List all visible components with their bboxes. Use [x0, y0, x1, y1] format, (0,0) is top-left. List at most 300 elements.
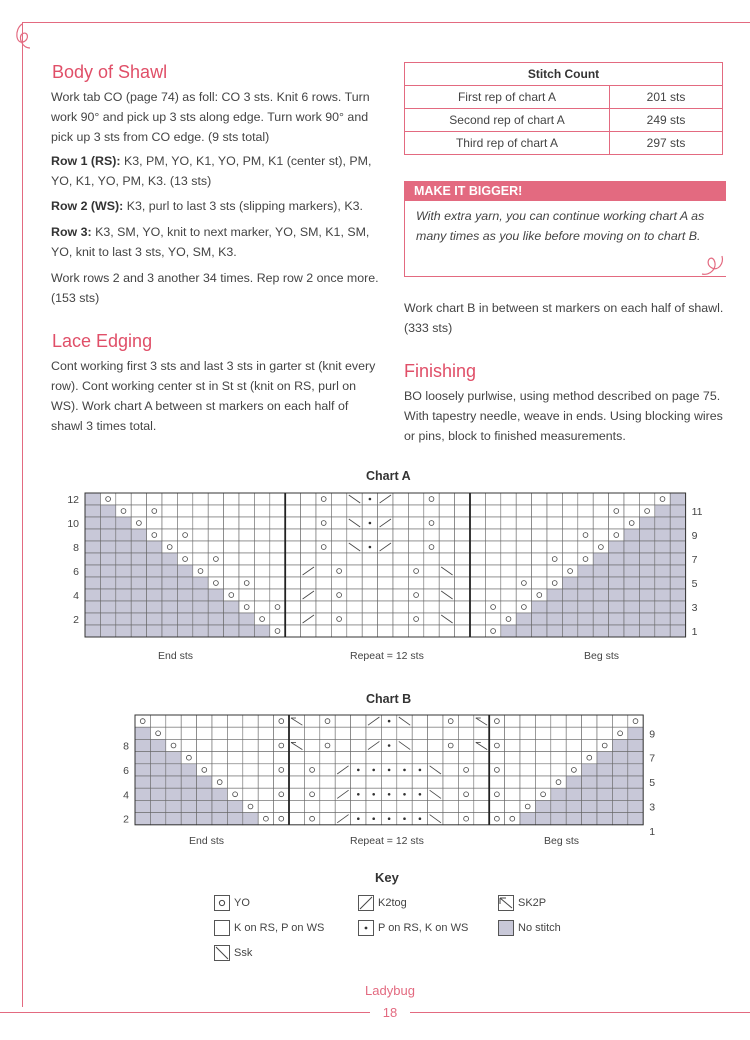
chart-cell: [239, 493, 254, 505]
chart-cell: [547, 625, 562, 637]
chart-cell: [177, 613, 192, 625]
chart-row-number: 7: [691, 554, 698, 566]
chart-cell: [254, 541, 269, 553]
purl-symbol: [357, 769, 360, 772]
chart-cell: [85, 613, 100, 625]
chart-cell: [85, 553, 100, 565]
chart-cell: [378, 601, 393, 613]
chart-cell: [116, 565, 131, 577]
purl-symbol: [369, 498, 372, 501]
chart-cell: [516, 613, 531, 625]
chart-cell: [224, 601, 239, 613]
chart-cell: [285, 625, 300, 637]
chart-cell: [408, 589, 423, 601]
chart-cell: [609, 565, 624, 577]
chart-cell: [408, 613, 423, 625]
chart-cell: [505, 715, 520, 727]
chart-cell: [162, 529, 177, 541]
chart-cell: [393, 529, 408, 541]
chart-cell: [85, 577, 100, 589]
chart-cell: [378, 505, 393, 517]
chart-cell: [612, 752, 627, 764]
curl-ornament-icon: [700, 254, 730, 280]
row-1-text: K3, PM, YO, K1, YO, PM, K1 (center st), PM, YO, K1, YO, PM, K3. (13 sts): [51, 154, 372, 188]
chart-cell: [208, 505, 223, 517]
table-row: [405, 109, 723, 132]
chart-cell: [593, 589, 608, 601]
chart-cell: [670, 493, 685, 505]
chart-cell: [501, 589, 516, 601]
chart-cell: [655, 493, 670, 505]
chart-cell: [177, 505, 192, 517]
chart-cell: [304, 739, 319, 751]
chart-cell: [489, 752, 504, 764]
chart-cell: [443, 764, 458, 776]
chart-cell: [562, 529, 577, 541]
chart-cell: [393, 517, 408, 529]
chart-cell: [428, 715, 443, 727]
chart-cell: [304, 752, 319, 764]
chart-cell: [212, 776, 227, 788]
chart-cell: [439, 541, 454, 553]
chart-cell: [551, 813, 566, 825]
chart-cell: [597, 764, 612, 776]
chart-cell: [212, 739, 227, 751]
chart-cell: [285, 505, 300, 517]
chart-cell: [289, 800, 304, 812]
chart-cell: [239, 613, 254, 625]
chart-cell: [116, 517, 131, 529]
chart-cell: [258, 715, 273, 727]
stitch-count-title: Stitch Count: [405, 63, 723, 86]
chart-cell: [655, 589, 670, 601]
chart-cell: [624, 493, 639, 505]
chart-cell: [582, 727, 597, 739]
chart-cell: [516, 565, 531, 577]
chart-cell: [532, 565, 547, 577]
nostitch-symbol-icon: [498, 920, 514, 936]
chart-cell: [100, 589, 115, 601]
chart-cell: [285, 493, 300, 505]
chart-cell: [532, 589, 547, 601]
chart-cell: [612, 776, 627, 788]
chart-cell: [612, 764, 627, 776]
chart-row-number: 6: [73, 566, 79, 578]
chart-cell: [258, 788, 273, 800]
chart-cell: [162, 613, 177, 625]
body-of-shawl-title: Body of Shawl: [52, 62, 168, 82]
chart-cell: [193, 517, 208, 529]
chart-cell: [116, 625, 131, 637]
chart-cell: [455, 529, 470, 541]
chart-cell: [166, 813, 181, 825]
chart-cell: [578, 613, 593, 625]
chart-cell: [85, 565, 100, 577]
chart-cell: [366, 776, 381, 788]
chart-cell: [239, 529, 254, 541]
chart-cell: [639, 553, 654, 565]
chart-cell: [116, 589, 131, 601]
chart-cell: [258, 752, 273, 764]
chart-cell: [243, 715, 258, 727]
chart-cell: [428, 727, 443, 739]
chart-cell: [181, 752, 196, 764]
chart-cell: [335, 715, 350, 727]
chart-cell: [254, 577, 269, 589]
chart-row-number: 9: [649, 728, 656, 741]
chart-cell: [147, 565, 162, 577]
chart-cell: [227, 788, 242, 800]
chart-cell: [609, 613, 624, 625]
chart-cell: [520, 727, 535, 739]
chart-cell: [655, 625, 670, 637]
chart-b-beg-label: Beg sts: [544, 835, 580, 847]
chart-cell: [258, 800, 273, 812]
chart-cell: [347, 565, 362, 577]
chart-cell: [166, 776, 181, 788]
chart-cell: [147, 613, 162, 625]
chart-cell: [212, 752, 227, 764]
chart-cell: [274, 788, 289, 800]
chart-cell: [100, 493, 115, 505]
chart-cell: [516, 625, 531, 637]
chart-cell: [428, 776, 443, 788]
chart-cell: [378, 577, 393, 589]
chart-cell: [150, 739, 165, 751]
key-label: YO: [234, 897, 250, 909]
chart-cell: [624, 529, 639, 541]
chart-cell: [670, 505, 685, 517]
chart-cell: [285, 601, 300, 613]
chart-cell: [212, 715, 227, 727]
chart-cell: [208, 589, 223, 601]
chart-cell: [116, 529, 131, 541]
chart-cell: [224, 517, 239, 529]
chart-cell: [443, 727, 458, 739]
chart-cell: [227, 776, 242, 788]
chart-cell: [582, 715, 597, 727]
chart-row-number: 2: [123, 813, 129, 826]
chart-cell: [439, 625, 454, 637]
chart-cell: [593, 529, 608, 541]
chart-cell: [393, 577, 408, 589]
chart-cell: [378, 565, 393, 577]
chart-cell: [455, 505, 470, 517]
chart-cell: [100, 505, 115, 517]
chart-cell: [335, 800, 350, 812]
chart-cell: [362, 577, 377, 589]
chart-cell: [239, 541, 254, 553]
chart-cell: [628, 788, 643, 800]
chart-cell: [304, 776, 319, 788]
chart-cell: [254, 505, 269, 517]
purl-symbol: [357, 793, 360, 796]
stitch-count-value: 201 sts: [610, 86, 723, 109]
chart-cell: [150, 727, 165, 739]
chart-cell: [351, 715, 366, 727]
chart-cell: [470, 601, 485, 613]
chart-cell: [100, 601, 115, 613]
chart-cell: [208, 601, 223, 613]
chart-cell: [455, 553, 470, 565]
chart-cell: [301, 517, 316, 529]
chart-cell: [147, 577, 162, 589]
chart-cell: [566, 764, 581, 776]
chart-cell: [670, 553, 685, 565]
chart-cell: [639, 529, 654, 541]
chart-cell: [224, 565, 239, 577]
chart-cell: [535, 776, 550, 788]
chart-cell: [316, 493, 331, 505]
chart-cell: [131, 553, 146, 565]
chart-cell: [609, 529, 624, 541]
chart-cell: [378, 553, 393, 565]
chart-cell: [593, 601, 608, 613]
chart-cell: [624, 601, 639, 613]
chart-cell: [258, 764, 273, 776]
chart-cell: [335, 739, 350, 751]
chart-a-repeat-label: Repeat = 12 sts: [350, 650, 424, 662]
chart-cell: [578, 601, 593, 613]
chart-cell: [362, 565, 377, 577]
chart-cell: [501, 505, 516, 517]
chart-cell: [289, 764, 304, 776]
chart-cell: [547, 505, 562, 517]
chart-cell: [212, 764, 227, 776]
chart-cell: [289, 727, 304, 739]
chart-cell: [397, 727, 412, 739]
chart-cell: [655, 505, 670, 517]
chart-cell: [320, 727, 335, 739]
chart-cell: [655, 565, 670, 577]
chart-cell: [505, 752, 520, 764]
chart-cell: [593, 493, 608, 505]
chart-cell: [212, 788, 227, 800]
chart-cell: [162, 553, 177, 565]
chart-cell: [639, 625, 654, 637]
row-3-text: K3, SM, YO, knit to next marker, YO, SM, K1, SM, YO, knit to last 3 sts, YO, SM, K3.: [51, 225, 370, 259]
chart-cell: [597, 800, 612, 812]
chart-cell: [424, 625, 439, 637]
chart-cell: [239, 577, 254, 589]
chart-cell: [181, 739, 196, 751]
chart-cell: [320, 788, 335, 800]
chart-cell: [270, 613, 285, 625]
chart-cell: [224, 493, 239, 505]
chart-cell: [135, 739, 150, 751]
chart-cell: [655, 577, 670, 589]
chart-cell: [162, 505, 177, 517]
chart-cell: [85, 505, 100, 517]
chart-cell: [393, 589, 408, 601]
chart-cell: [150, 764, 165, 776]
chart-row-number: 8: [123, 740, 129, 753]
purl-symbol: [403, 793, 406, 796]
chart-cell: [628, 727, 643, 739]
chart-cell: [285, 553, 300, 565]
stitch-count-value: 249 sts: [610, 109, 723, 132]
chart-b-repeat-label: Repeat = 12 sts: [350, 835, 424, 847]
chart-cell: [628, 739, 643, 751]
chart-cell: [489, 788, 504, 800]
chart-row-number: 12: [67, 494, 79, 506]
chart-cell: [532, 505, 547, 517]
chart-row-number: 10: [67, 518, 79, 530]
chart-cell: [655, 601, 670, 613]
purl-symbol-icon: [358, 920, 374, 936]
chart-cell: [393, 613, 408, 625]
chart-cell: [166, 800, 181, 812]
chart-cell: [520, 764, 535, 776]
chart-cell: [239, 553, 254, 565]
chart-cell: [501, 601, 516, 613]
chart-cell: [516, 517, 531, 529]
chart-cell: [612, 739, 627, 751]
chart-cell: [485, 613, 500, 625]
chart-cell: [147, 505, 162, 517]
chart-cell: [381, 800, 396, 812]
chart-cell: [197, 788, 212, 800]
chart-cell: [243, 727, 258, 739]
chart-cell: [181, 800, 196, 812]
chart-cell: [439, 505, 454, 517]
chart-cell: [458, 727, 473, 739]
chart-cell: [254, 565, 269, 577]
chart-cell: [331, 613, 346, 625]
chart-cell: [316, 601, 331, 613]
chart-cell: [628, 752, 643, 764]
chart-cell: [597, 715, 612, 727]
chart-cell: [208, 577, 223, 589]
chart-cell: [624, 625, 639, 637]
chart-cell: [458, 800, 473, 812]
chart-cell: [551, 764, 566, 776]
chart-cell: [455, 613, 470, 625]
chart-cell: [443, 788, 458, 800]
chart-cell: [501, 625, 516, 637]
chart-cell: [331, 553, 346, 565]
chart-cell: [609, 589, 624, 601]
chart-cell: [516, 577, 531, 589]
chart-cell: [162, 493, 177, 505]
chart-cell: [455, 577, 470, 589]
chart-cell: [670, 589, 685, 601]
chart-cell: [208, 493, 223, 505]
chart-cell: [274, 800, 289, 812]
chart-cell: [535, 813, 550, 825]
chart-cell: [485, 529, 500, 541]
chart-cell: [474, 813, 489, 825]
stitch-count-value: 297 sts: [610, 132, 723, 155]
chart-cell: [597, 788, 612, 800]
chart-cell: [270, 529, 285, 541]
chart-cell: [424, 589, 439, 601]
key-label: No stitch: [518, 922, 561, 934]
chart-cell: [470, 553, 485, 565]
chart-cell: [424, 553, 439, 565]
chart-cell: [301, 553, 316, 565]
footer-page-number: 18: [370, 1005, 410, 1020]
chart-cell: [624, 505, 639, 517]
chart-cell: [239, 625, 254, 637]
chart-cell: [470, 505, 485, 517]
frame-left-rule: [22, 22, 23, 1007]
chart-cell: [193, 589, 208, 601]
chart-cell: [532, 577, 547, 589]
chart-cell: [489, 764, 504, 776]
chart-cell: [147, 601, 162, 613]
chart-cell: [628, 776, 643, 788]
chart-cell: [489, 715, 504, 727]
chart-cell: [458, 813, 473, 825]
chart-cell: [516, 601, 531, 613]
chart-cell: [547, 529, 562, 541]
chart-cell: [331, 565, 346, 577]
chart-cell: [131, 565, 146, 577]
chart-cell: [547, 517, 562, 529]
chart-cell: [270, 577, 285, 589]
purl-symbol: [369, 546, 372, 549]
key-title: Key: [375, 870, 399, 885]
key-label: K on RS, P on WS: [234, 922, 325, 934]
chart-cell: [193, 613, 208, 625]
chart-cell: [551, 752, 566, 764]
chart-cell: [166, 752, 181, 764]
chart-cell: [100, 625, 115, 637]
chart-cell: [381, 727, 396, 739]
chart-cell: [612, 727, 627, 739]
purl-symbol: [388, 769, 391, 772]
chart-cell: [270, 517, 285, 529]
chart-cell: [408, 505, 423, 517]
chart-cell: [243, 788, 258, 800]
chart-cell: [347, 625, 362, 637]
chart-cell: [316, 565, 331, 577]
chart-cell: [177, 577, 192, 589]
chart-cell: [239, 601, 254, 613]
chart-cell: [197, 764, 212, 776]
chart-cell: [474, 727, 489, 739]
chart-cell: [177, 589, 192, 601]
chart-cell: [501, 613, 516, 625]
chart-cell: [566, 776, 581, 788]
chart-cell: [639, 493, 654, 505]
chart-cell: [320, 752, 335, 764]
lace-edging-title: Lace Edging: [52, 331, 153, 351]
chart-cell: [597, 776, 612, 788]
chart-cell: [562, 541, 577, 553]
chart-cell: [116, 601, 131, 613]
chart-cell: [100, 529, 115, 541]
purl-symbol: [388, 744, 391, 747]
chart-cell: [408, 493, 423, 505]
chart-cell: [578, 517, 593, 529]
chart-cell: [243, 752, 258, 764]
chart-cell: [147, 493, 162, 505]
chart-cell: [320, 776, 335, 788]
chart-cell: [566, 813, 581, 825]
make-it-bigger-heading: MAKE IT BIGGER!: [404, 181, 726, 201]
chart-cell: [393, 541, 408, 553]
chart-cell: [166, 764, 181, 776]
chart-cell: [424, 577, 439, 589]
chart-cell: [505, 813, 520, 825]
chart-cell: [316, 589, 331, 601]
chart-cell: [193, 541, 208, 553]
key-label: K2tog: [378, 897, 407, 909]
knit-symbol-icon: [214, 920, 230, 936]
chart-cell: [501, 553, 516, 565]
